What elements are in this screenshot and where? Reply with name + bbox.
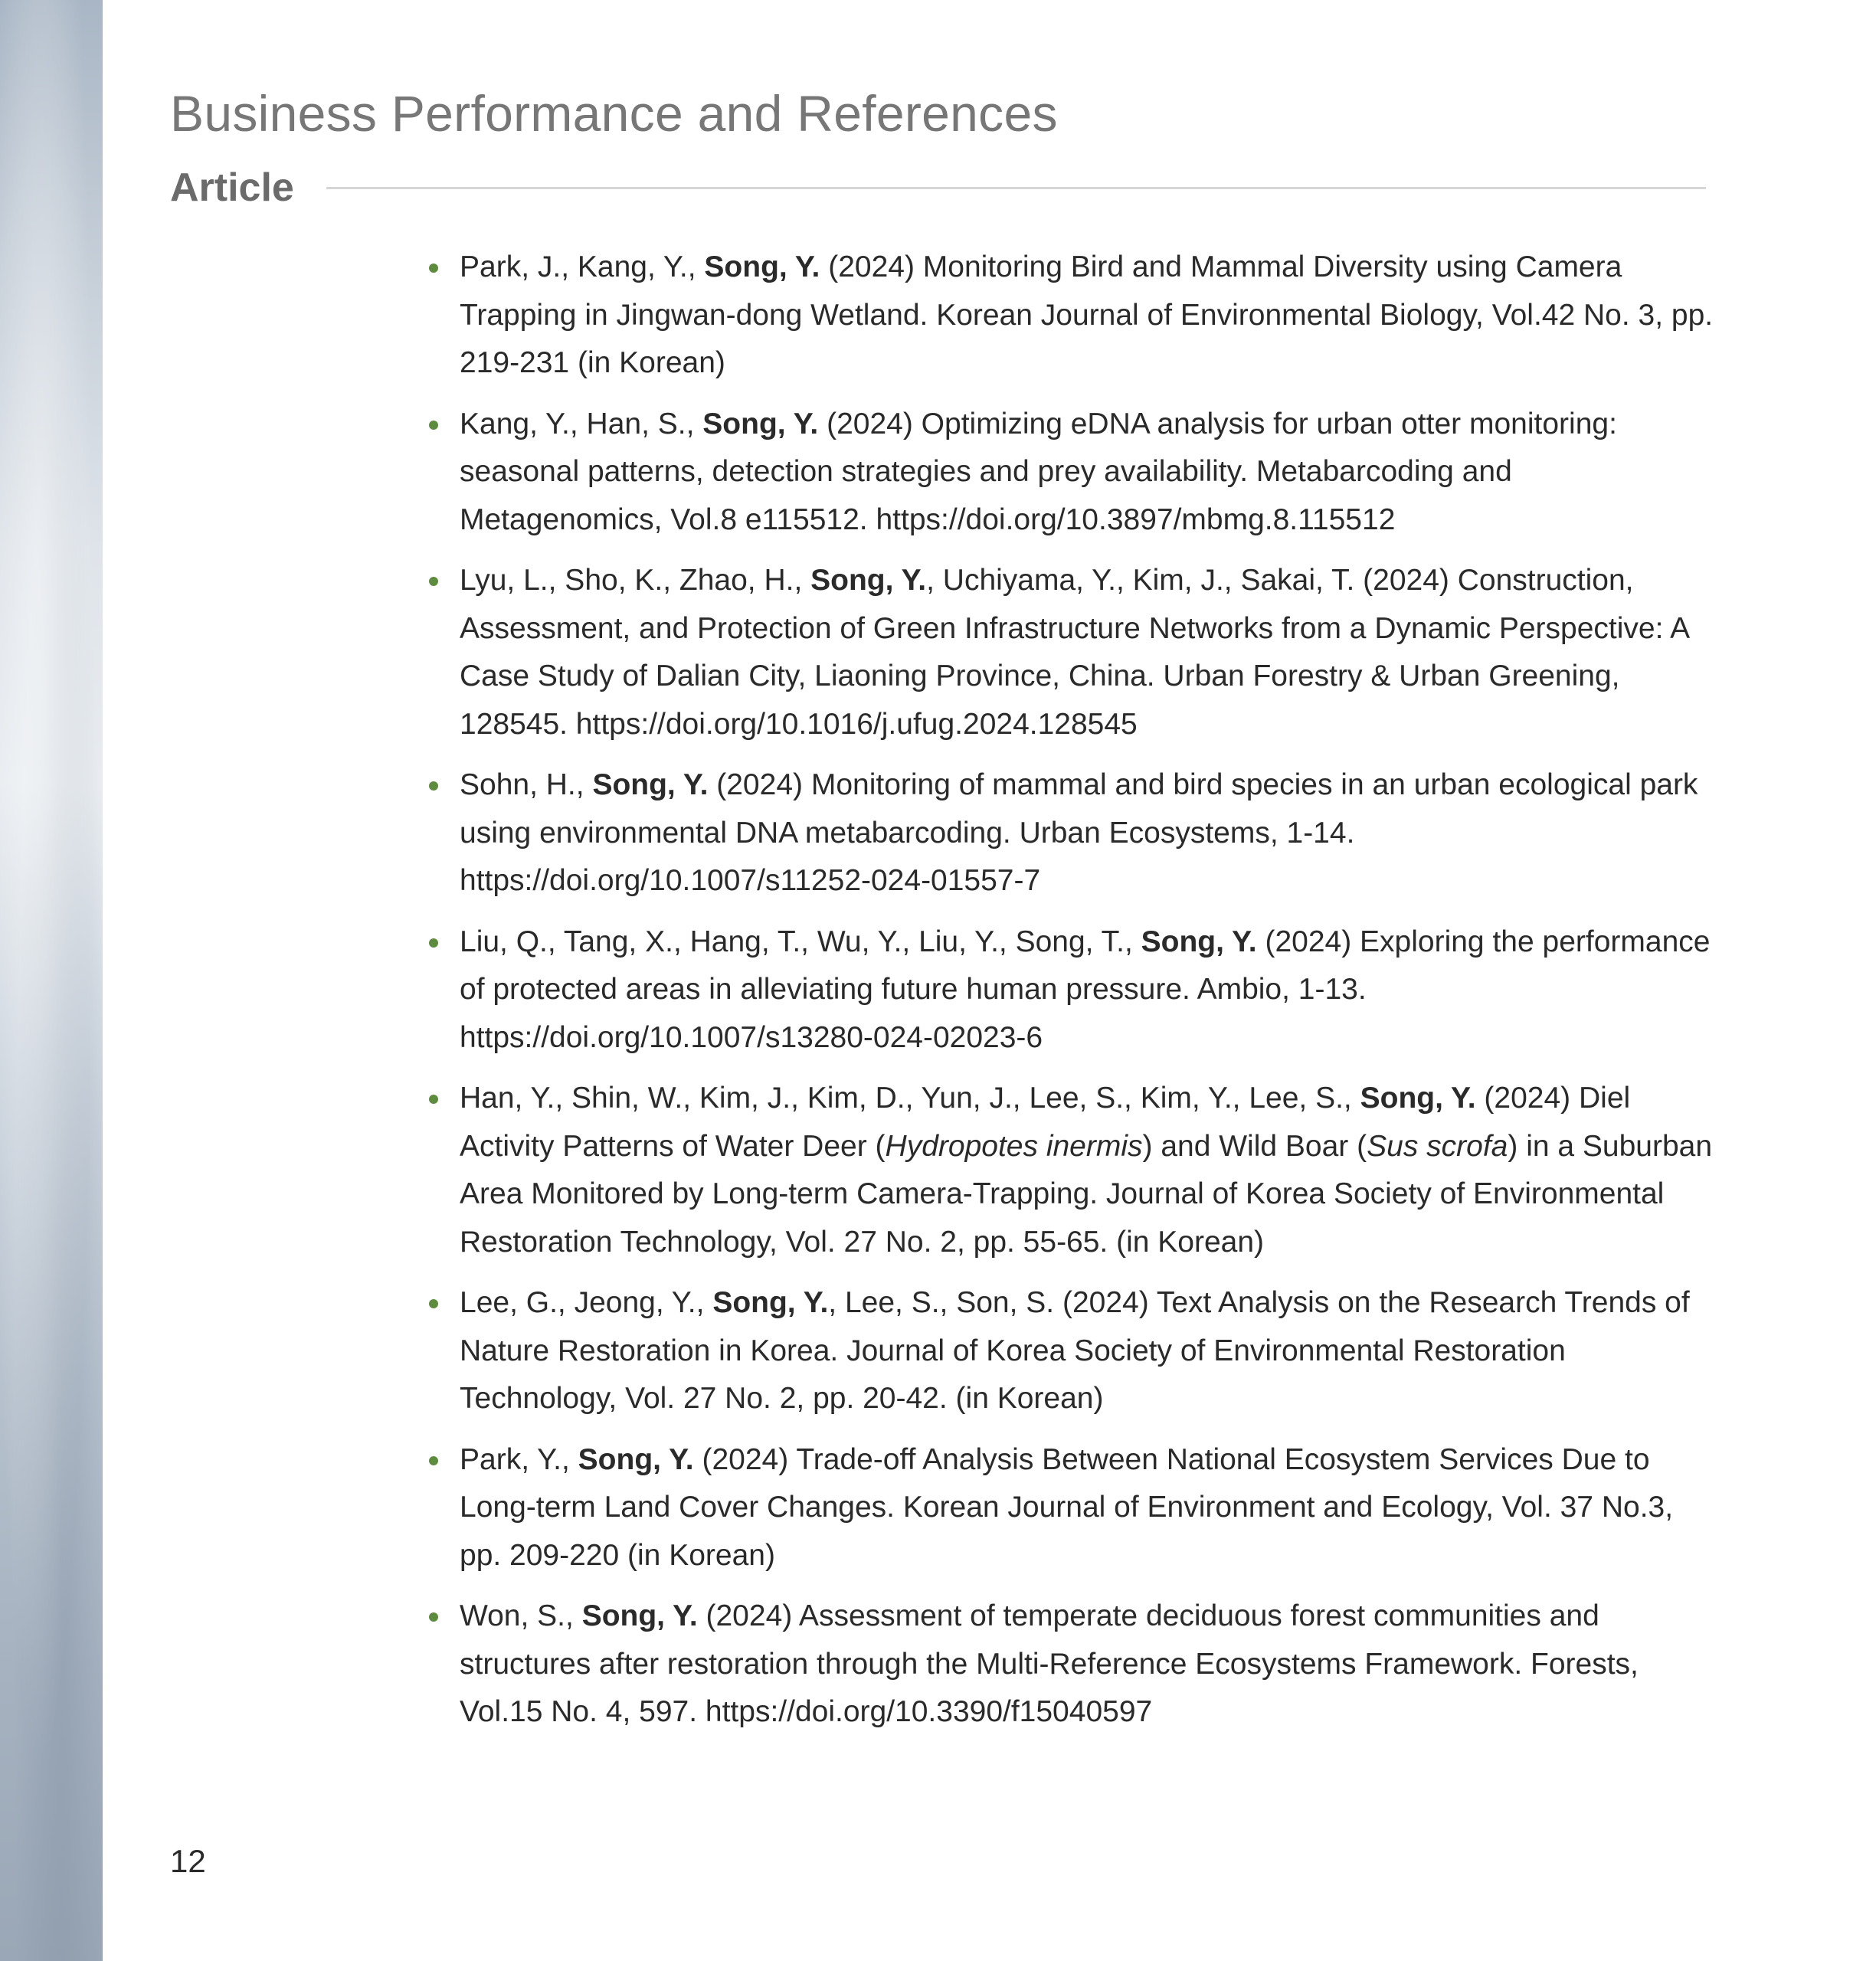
reference-details: (2024) Monitoring of mammal and bird species in an urban ecological park using environmental DNA metabarcoding. Urban Ecosystems, 1-14. https://doi.org/10.1007/s11252-024-01557-7 [460,768,1698,897]
reference-authors: Sohn, H., [460,768,593,801]
reference-item [429,557,1716,748]
highlighted-author: Song, Y. [1141,925,1257,958]
bullet-icon [429,1095,438,1104]
bullet-icon [429,1299,438,1308]
bullet-icon [429,264,438,273]
reference-item [429,918,1716,1062]
reference-details: (2024) Exploring the performance of protected areas in alleviating future human pressure. Ambio, 1-13. https://doi.org/10.1007/s13280-024-02023-6 [460,925,1711,1054]
bullet-icon [429,1456,438,1465]
section-divider [326,187,1706,189]
reference-item [429,1075,1716,1266]
reference-item [429,1593,1716,1737]
reference-authors: Park, Y., [460,1442,578,1476]
highlighted-author: Song, Y. [704,250,820,283]
reference-authors: Han, Y., Shin, W., Kim, J., Kim, D., Yun, J., Lee, S., Kim, Y., Lee, S., [460,1082,1360,1115]
reference-authors: Won, S., [460,1599,582,1632]
reference-item [429,244,1716,388]
bullet-icon [429,577,438,586]
reference-authors: Kang, Y., Han, S., [460,407,703,440]
highlighted-author: Song, Y. [1360,1082,1476,1115]
highlighted-author: Song, Y. [581,1599,698,1632]
reference-details: ) in a Suburban Area Monitored by Long-term Camera-Trapping. Journal of Korea Society of Environmental Restoration Technology, Vol. 27 No. 2, pp. 55-65. (in Korean) [460,1129,1713,1259]
reference-authors: Lee, G., Jeong, Y., [460,1286,713,1319]
reference-item [429,1436,1716,1580]
reference-authors: Lyu, L., Sho, K., Zhao, H., [460,564,811,597]
bullet-icon [429,1612,438,1622]
reference-details: , Uchiyama, Y., Kim, J., Sakai, T. (2024) Construction, Assessment, and Protection of Green Infrastructure Networks from a Dynamic Perspective: A Case Study of Dalian City, Liaoning Province, China. Urban Forestry & Urban Greening, 128545. https://doi.org/10.1016/j.ufug.2024.128545 [460,564,1688,741]
reference-item [429,1279,1716,1423]
species-name: Sus scrofa [1367,1129,1508,1163]
reference-details: (2024) Assessment of temperate deciduous forest communities and structures after restoration through the Multi-Reference Ecosystems Framework. Forests, Vol.15 No. 4, 597. https://doi.org/10.3390/f15040597 [460,1599,1639,1728]
reference-details: (2024) Diel Activity Patterns of Water Deer ( [460,1082,1631,1163]
reference-details: , Lee, S., Son, S. (2024) Text Analysis on the Research Trends of Nature Restoration in Korea. Journal of Korea Society of Environmental Restoration Technology, Vol. 27 No. 2, pp. 20-42. (in Korean) [460,1286,1690,1415]
reference-list [429,244,1716,1750]
highlighted-author: Song, Y. [592,768,709,801]
decorative-side-strip [0,0,103,1961]
reference-item [429,761,1716,905]
species-name: Hydropotes inermis [885,1129,1143,1163]
bullet-icon [429,421,438,430]
bullet-icon [429,781,438,791]
page-title: Business Performance and References [170,85,1058,142]
highlighted-author: Song, Y. [810,564,927,597]
reference-authors: Park, J., Kang, Y., [460,250,705,283]
bullet-icon [429,938,438,948]
highlighted-author: Song, Y. [712,1286,829,1319]
highlighted-author: Song, Y. [578,1442,694,1476]
section-label: Article [170,165,294,210]
reference-details: (2024) Optimizing eDNA analysis for urban otter monitoring: seasonal patterns, detection strategies and prey availability. Metabarcoding and Metagenomics, Vol.8 e115512. https://doi.org/10.3897/mbmg.8.115512 [460,407,1617,536]
reference-details: (2024) Monitoring Bird and Mammal Diversity using Camera Trapping in Jingwan-dong Wetland. Korean Journal of Environmental Biology, Vol.42 No. 3, pp. 219-231 (in Korean) [460,250,1714,379]
reference-details: (2024) Trade-off Analysis Between National Ecosystem Services Due to Long-term Land Cover Changes. Korean Journal of Environment and Ecology, Vol. 37 No.3, pp. 209-220 (in Korean) [460,1442,1674,1572]
reference-details: ) and Wild Boar ( [1142,1129,1367,1163]
reference-authors: Liu, Q., Tang, X., Hang, T., Wu, Y., Liu, Y., Song, T., [460,925,1141,958]
page-number: 12 [170,1843,206,1879]
highlighted-author: Song, Y. [702,407,819,440]
section-header [170,161,1706,214]
reference-item [429,401,1716,545]
